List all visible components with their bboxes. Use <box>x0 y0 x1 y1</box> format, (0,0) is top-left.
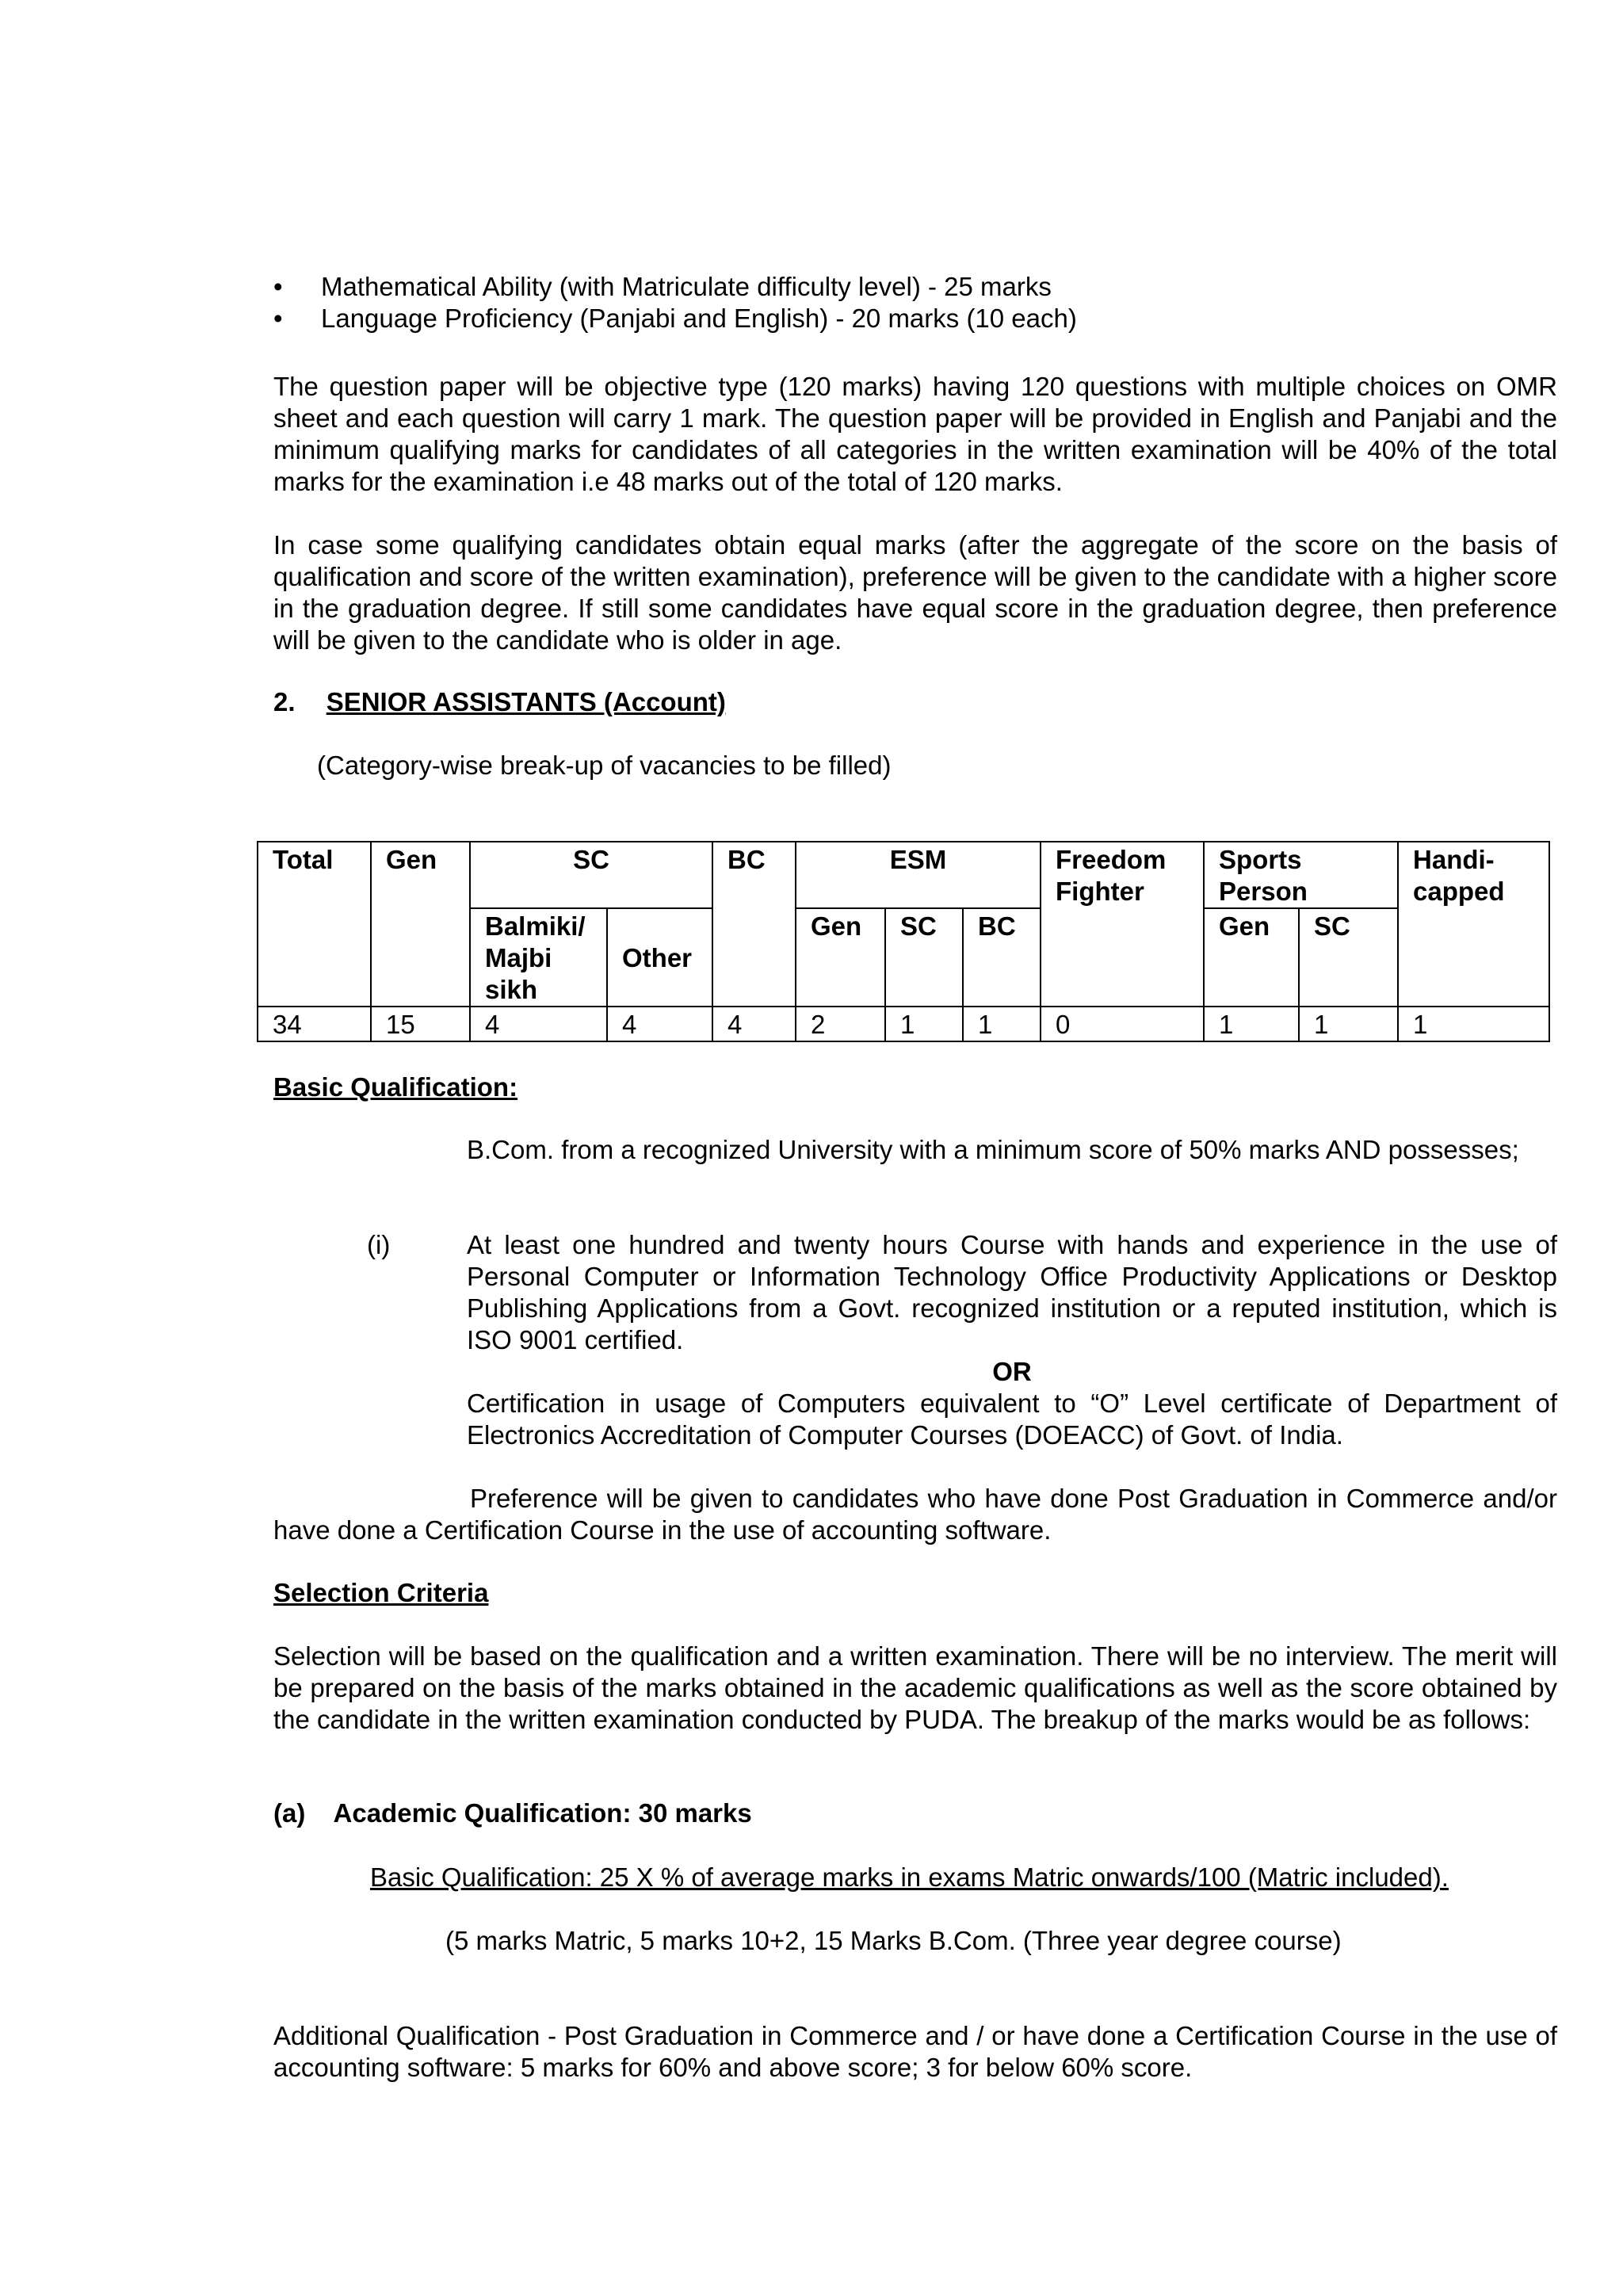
or-separator: OR <box>992 1357 1032 1386</box>
academic-label: (a) <box>273 1798 306 1828</box>
table-cell: 1 <box>963 1007 1041 1041</box>
vacancy-table <box>257 841 1550 1042</box>
selection-criteria-heading: Selection Criteria <box>273 1578 489 1607</box>
header-balmiki: Balmiki/ Majbi sikh <box>470 908 607 1007</box>
header-handicapped: Handi-capped <box>1398 842 1549 1007</box>
computer-course-requirement: At least one hundred and twenty hours Course with hands and experience in the use of Personal Computer or Information Technology Office Productivity Applications or Desktop Publishing Applications from a Govt. recognized institution or a reputed institution, which is ISO 9001 certified. <box>467 1230 1557 1354</box>
header-total: Total <box>258 842 371 1007</box>
academic-title: Academic Qualification: 30 marks <box>333 1798 752 1828</box>
section-title: SENIOR ASSISTANTS (Account) <box>326 687 726 716</box>
header-sports-person: Sports Person <box>1204 842 1398 908</box>
table-cell: 1 <box>885 1007 963 1041</box>
academic-heading <box>273 1797 752 1829</box>
header-freedom-fighter: Freedom Fighter <box>1041 842 1204 1007</box>
header-sports-gen: Gen <box>1204 908 1299 1007</box>
header-sc: SC <box>470 842 712 908</box>
table-cell: 1 <box>1398 1007 1549 1041</box>
table-cell: 1 <box>1299 1007 1398 1041</box>
table-cell: 1 <box>1204 1007 1299 1041</box>
table-header-row <box>258 842 1549 908</box>
header-esm-sc: SC <box>885 908 963 1007</box>
header-sports-sc: SC <box>1299 908 1398 1007</box>
breakup-note: (Category-wise break-up of vacancies to be filled) <box>317 751 892 780</box>
section-heading <box>273 686 726 718</box>
header-esm: ESM <box>796 842 1041 908</box>
bullet-icon: • <box>273 272 283 301</box>
additional-qualification-paragraph: Additional Qualification - Post Graduation in Commerce and / or have done a Certification Course in the use of accounting software: 5 marks for 60% and above score; 3 for below 60% score. <box>273 2021 1557 2082</box>
bullet-text: Language Proficiency (Panjabi and English) - 20 marks (10 each) <box>321 304 1077 333</box>
bullet-icon: • <box>273 304 283 333</box>
selection-paragraph: Selection will be based on the qualification and a written examination. There will be no interview. The merit will be prepared on the basis of the marks obtained in the academic qualifications as well as the score obtained by the candidate in the written examination conducted by PUDA. The breakup of the marks would be as follows: <box>273 1641 1557 1734</box>
header-bc: BC <box>712 842 796 1007</box>
header-esm-bc: BC <box>963 908 1041 1007</box>
list-item <box>273 303 1557 334</box>
table-cell: 15 <box>371 1007 470 1041</box>
item-i-label: (i) <box>367 1230 391 1259</box>
header-esm-gen: Gen <box>796 908 885 1007</box>
preference-paragraph: Preference will be given to candidates who have done Post Graduation in Commerce and/or have done a Certification Course in the use of accounting software. <box>273 1484 1557 1545</box>
table-cell: 4 <box>607 1007 712 1041</box>
table-cell: 0 <box>1041 1007 1204 1041</box>
bullet-list <box>273 271 1557 334</box>
equal-marks-paragraph: In case some qualifying candidates obtain equal marks (after the aggregate of the score on the basis of qualification and score of the written examination), preference will be given to the candidate with a higher score in the graduation degree. If still some candidates have equal score in the graduation degree, then preference will be given to the candidate who is older in age. <box>273 530 1557 655</box>
header-gen: Gen <box>371 842 470 1007</box>
table-cell: 4 <box>712 1007 796 1041</box>
table-cell: 34 <box>258 1007 371 1041</box>
marks-breakup: (5 marks Matric, 5 marks 10+2, 15 Marks B.Com. (Three year degree course) <box>445 1926 1342 1955</box>
table-cell: 2 <box>796 1007 885 1041</box>
bullet-text: Mathematical Ability (with Matriculate difficulty level) - 25 marks <box>321 272 1052 301</box>
certification-requirement: Certification in usage of Computers equivalent to “O” Level certificate of Department of Electronics Accreditation of Computer Courses (DOEACC) of Govt. of India. <box>467 1389 1557 1450</box>
section-number: 2. <box>273 687 296 716</box>
bcom-requirement: B.Com. from a recognized University with a minimum score of 50% marks AND possesses; <box>467 1135 1519 1164</box>
question-paper-paragraph: The question paper will be objective type (120 marks) having 120 questions with multiple choices on OMR sheet and each question will carry 1 mark. The question paper will be provided in English and Panjabi and the minimum qualifying marks for candidates of all categories in the written examination will be 40% of the total marks for the examination i.e 48 marks out of the total of 120 marks. <box>273 372 1557 496</box>
list-item <box>273 271 1557 303</box>
table-row <box>258 1007 1549 1041</box>
basic-qualification-formula: Basic Qualification: 25 X % of average marks in exams Matric onwards/100 (Matric included). <box>370 1862 1449 1892</box>
table-cell: 4 <box>470 1007 607 1041</box>
header-other: Other <box>607 908 712 1007</box>
basic-qualification-heading: Basic Qualification: <box>273 1072 518 1102</box>
